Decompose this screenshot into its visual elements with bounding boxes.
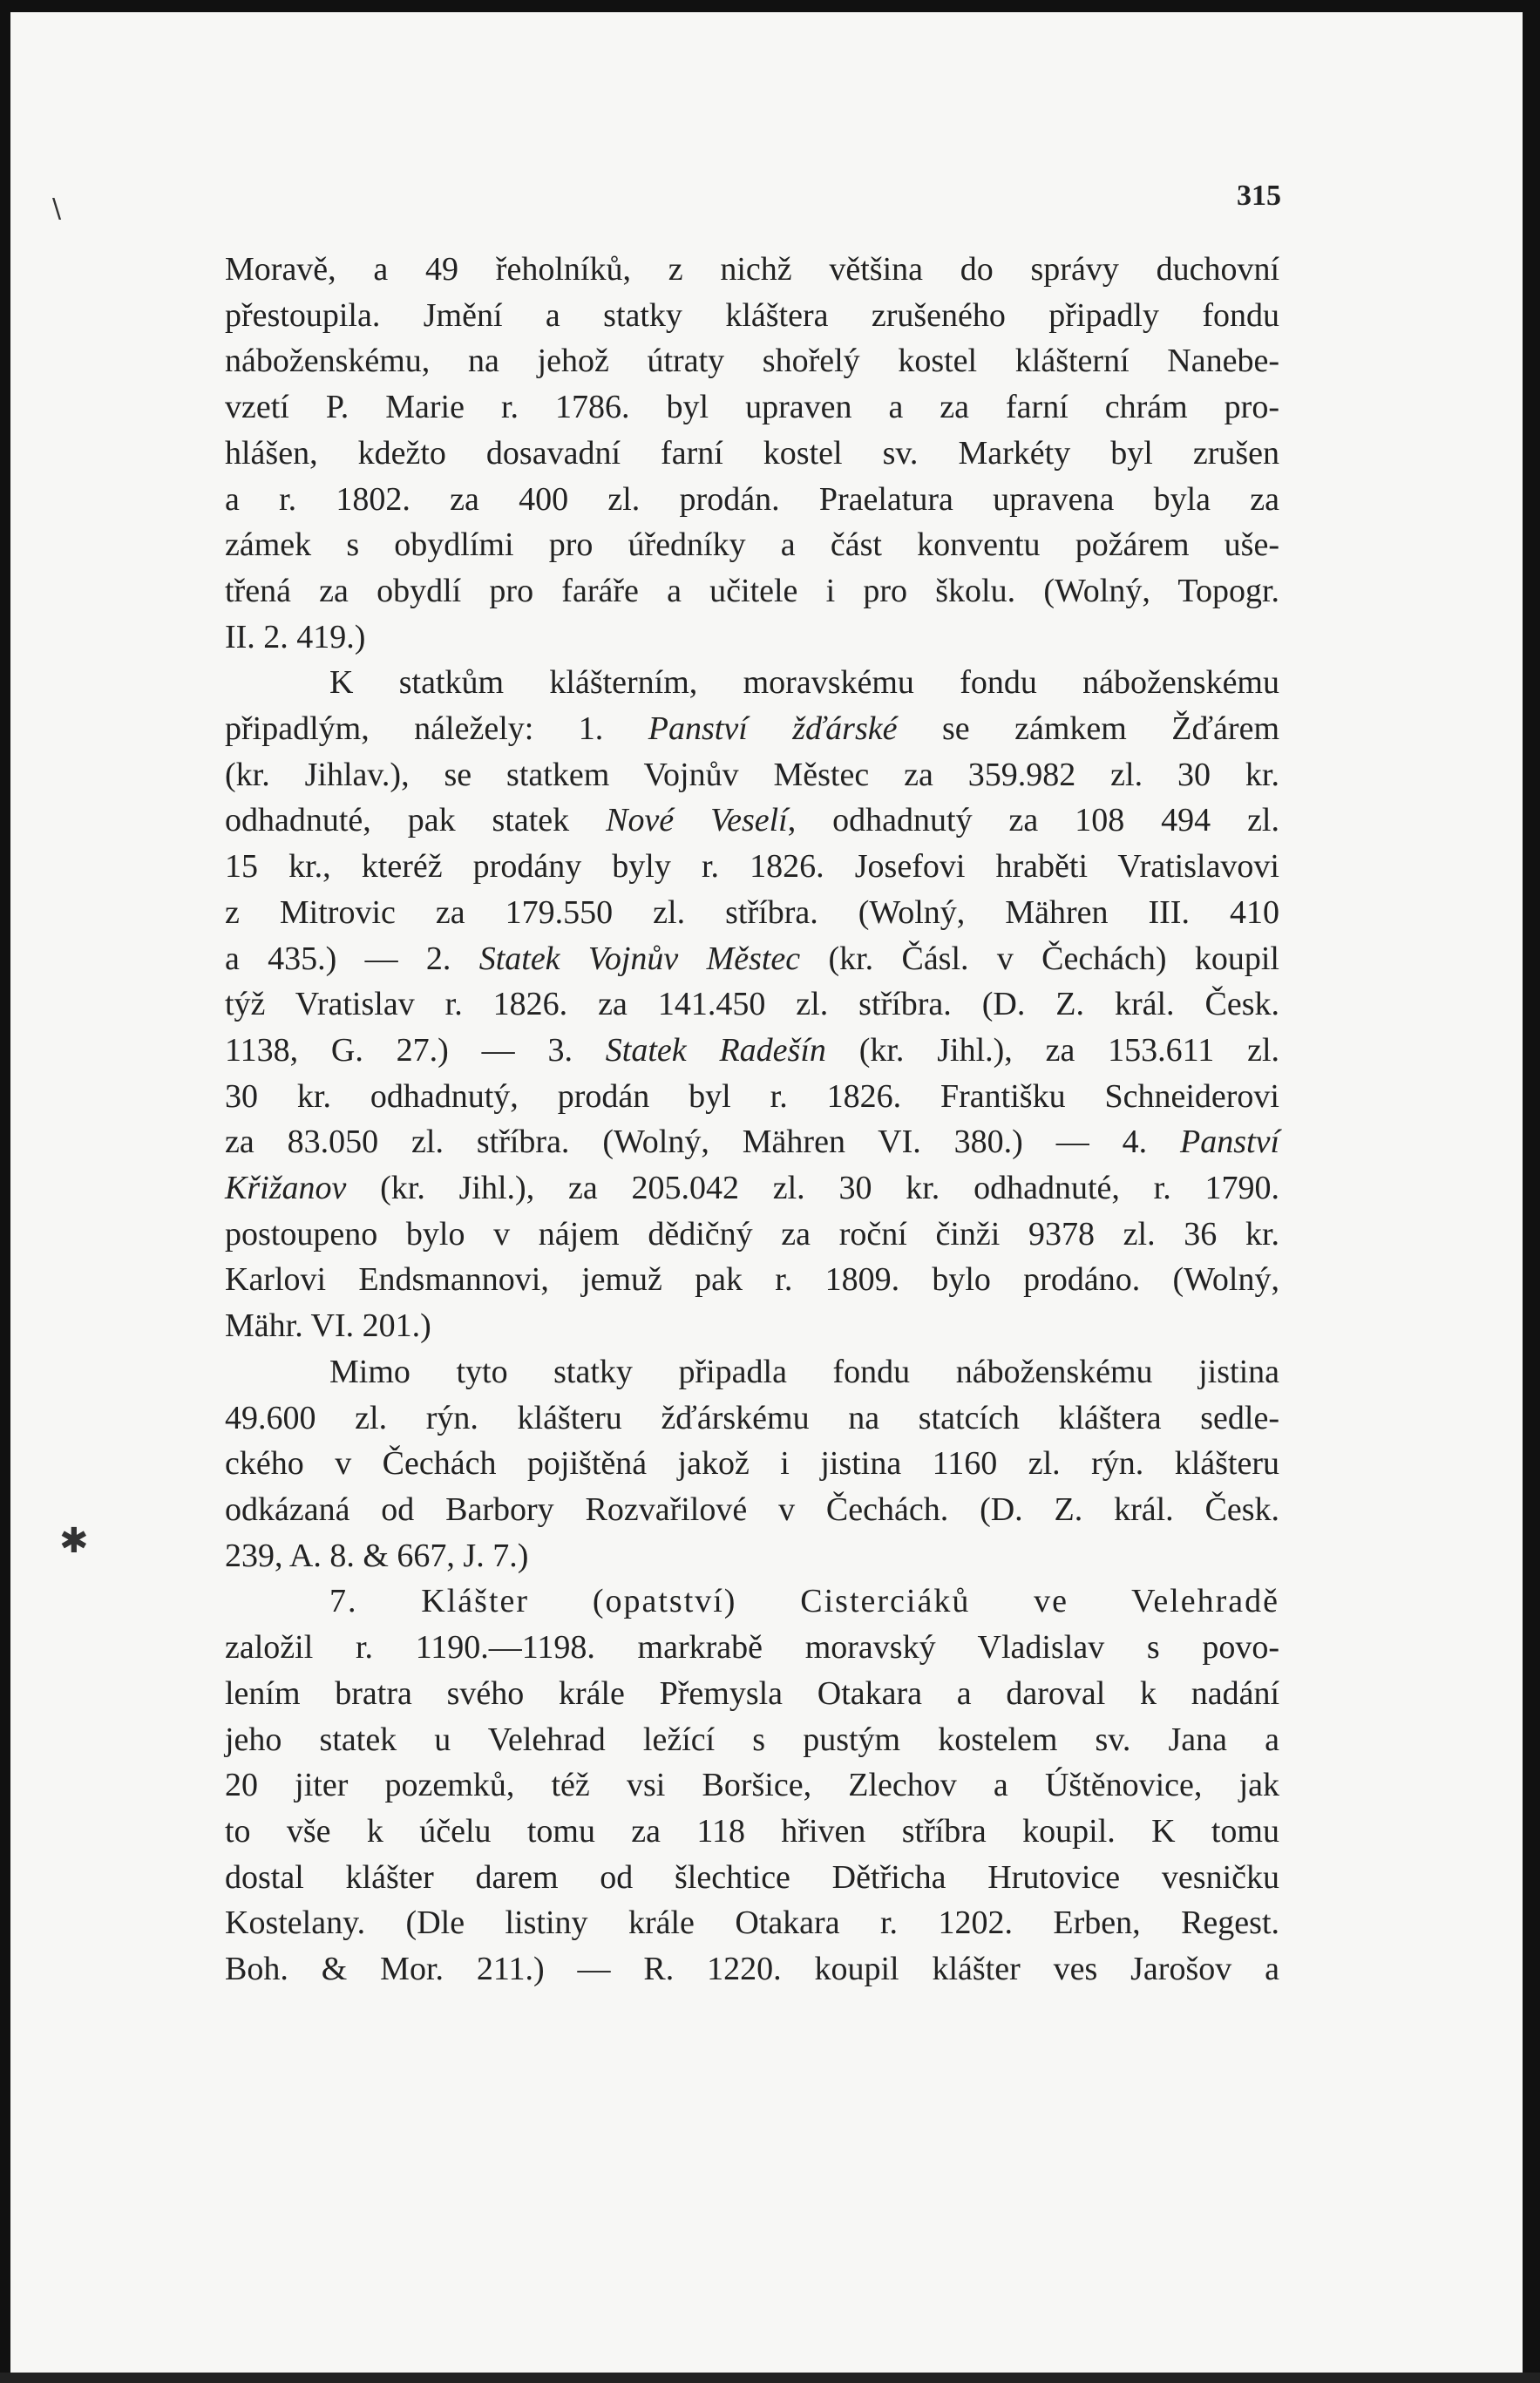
text-line: K statkům klášterním, moravskému fondu náboženskému bbox=[329, 664, 1279, 702]
text-line: lením bratra svého krále Přemysla Otakara a daroval k nadání bbox=[225, 1674, 1279, 1712]
text-line: týž Vratislav r. 1826. za 141.450 zl. stříbra. (D. Z. král. Česk. bbox=[225, 986, 1279, 1023]
text-line bbox=[225, 1165, 1279, 1212]
italic-text: Statek Vojnův Městec bbox=[478, 940, 801, 977]
text-line bbox=[225, 706, 1279, 752]
text-line: dostal klášter darem od šlechtice Dětřicha Hrutovice vesničku bbox=[225, 1858, 1279, 1896]
scan-edge-right bbox=[1523, 0, 1540, 2383]
body-text bbox=[225, 247, 1279, 1993]
text-line: a r. 1802. za 400 zl. prodán. Praelatura upravena byla za bbox=[225, 480, 1279, 518]
text-line: Mähr. VI. 201.) bbox=[225, 1307, 431, 1345]
text-line: 49.600 zl. rýn. klášteru žďárskému na statcích kláštera sedle- bbox=[225, 1399, 1279, 1436]
text-line bbox=[225, 936, 1279, 982]
text-line: Mimo tyto statky připadla fondu náboženskému jistina bbox=[329, 1353, 1279, 1390]
text-line: odkázaná od Barbory Rozvařilové v Čechách. (D. Z. král. Česk. bbox=[225, 1490, 1279, 1528]
text-segment: a 435.) — 2. bbox=[225, 940, 479, 977]
text-line bbox=[225, 1119, 1279, 1165]
text-segment: (kr. Jihl.), za 205.042 zl. 30 kr. odhadnuté, r. 1790. bbox=[346, 1170, 1279, 1207]
text-line: zámek s obydlími pro úředníky a část konventu požárem uše- bbox=[225, 526, 1279, 564]
text-line: to vše k účelu tomu za 118 hřiven stříbra koupil. K tomu bbox=[225, 1812, 1279, 1850]
text-line: z Mitrovic za 179.550 zl. stříbra. (Wolný, Mähren III. 410 bbox=[225, 893, 1279, 931]
text-segment: za 83.050 zl. stříbra. (Wolný, Mähren VI. 380.) — 4. bbox=[225, 1124, 1181, 1161]
text-line: 239, A. 8. & 667, J. 7.) bbox=[225, 1537, 529, 1574]
italic-text: Nové Veselí bbox=[606, 802, 788, 839]
text-line: náboženskému, na jehož útraty shořelý kostel klášterní Nanebe- bbox=[225, 343, 1279, 380]
text-line: 20 jiter pozemků, též vsi Boršice, Zlechov a Úštěnovice, jak bbox=[225, 1767, 1279, 1804]
text-line: Moravě, a 49 řeholníků, z nichž většina do správy duchovní bbox=[225, 251, 1279, 288]
text-line: ckého v Čechách pojištěná jakož i jistina 1160 zl. rýn. klášteru bbox=[225, 1445, 1279, 1483]
text-segment: připadlým, náležely: 1. bbox=[225, 710, 648, 748]
text-segment: odhadnuté, pak statek bbox=[225, 802, 607, 839]
text-segment: , odhadnutý za 108 494 zl. bbox=[787, 802, 1279, 839]
text-line: 15 kr., kteréž prodány byly r. 1826. Josefovi hraběti Vratislavovi bbox=[225, 848, 1279, 886]
italic-text: Panství žďárské bbox=[648, 710, 898, 748]
text-line: hlášen, kdežto dosavadní farní kostel sv. Markéty byl zrušen bbox=[225, 434, 1279, 472]
text-line: postoupeno bylo v nájem dědičný za roční činži 9378 zl. 36 kr. bbox=[225, 1215, 1279, 1253]
text-line: Kostelany. (Dle listiny krále Otakara r. 1202. Erben, Regest. bbox=[225, 1904, 1279, 1942]
text-line bbox=[225, 798, 1279, 844]
text-line: přestoupila. Jmění a statky kláštera zrušeného připadly fondu bbox=[225, 296, 1279, 334]
scan-edge-bottom bbox=[0, 2373, 1540, 2383]
text-segment: 1138, G. 27.) — 3. bbox=[225, 1031, 606, 1069]
text-segment: (kr. Čásl. v Čechách) koupil bbox=[800, 940, 1279, 977]
italic-text: Křižanov bbox=[225, 1170, 347, 1207]
text-line bbox=[225, 1028, 1279, 1074]
text-line: Karlovi Endsmannovi, jemuž pak r. 1809. bylo prodáno. (Wolný, bbox=[225, 1261, 1279, 1299]
text-segment: se zámkem Žďárem bbox=[897, 710, 1279, 748]
text-line: třená za obydlí pro faráře a učitele i pro školu. (Wolný, Topogr. bbox=[225, 572, 1279, 609]
margin-mark-icon: \ bbox=[52, 193, 62, 224]
text-segment: (kr. Jihl.), za 153.611 zl. bbox=[825, 1031, 1280, 1069]
italic-text: Statek Radešín bbox=[605, 1031, 826, 1069]
text-line: II. 2. 419.) bbox=[225, 618, 366, 655]
italic-text: Panství bbox=[1180, 1124, 1279, 1161]
text-line: vzetí P. Marie r. 1786. byl upraven a za farní chrám pro- bbox=[225, 389, 1279, 426]
scan-edge-top bbox=[0, 0, 1540, 12]
margin-mark-icon: ✱ bbox=[59, 1521, 89, 1561]
text-line: 30 kr. odhadnutý, prodán byl r. 1826. Františku Schneiderovi bbox=[225, 1077, 1279, 1115]
text-line: Boh. & Mor. 211.) — R. 1220. koupil klášter ves Jarošov a bbox=[225, 1951, 1279, 1988]
text-line: jeho statek u Velehrad ležící s pustým kostelem sv. Jana a bbox=[225, 1721, 1279, 1758]
text-line: založil r. 1190.—1198. markrabě moravský Vladislav s povo- bbox=[225, 1629, 1279, 1667]
scan-edge-left bbox=[0, 0, 10, 2383]
text-line: (kr. Jihlav.), se statkem Vojnův Městec za 359.982 zl. 30 kr. bbox=[225, 756, 1279, 793]
text-line: 7. Klášter (opatství) Cisterciáků ve Velehradě bbox=[329, 1583, 1279, 1620]
page-number: 315 bbox=[1237, 180, 1281, 212]
